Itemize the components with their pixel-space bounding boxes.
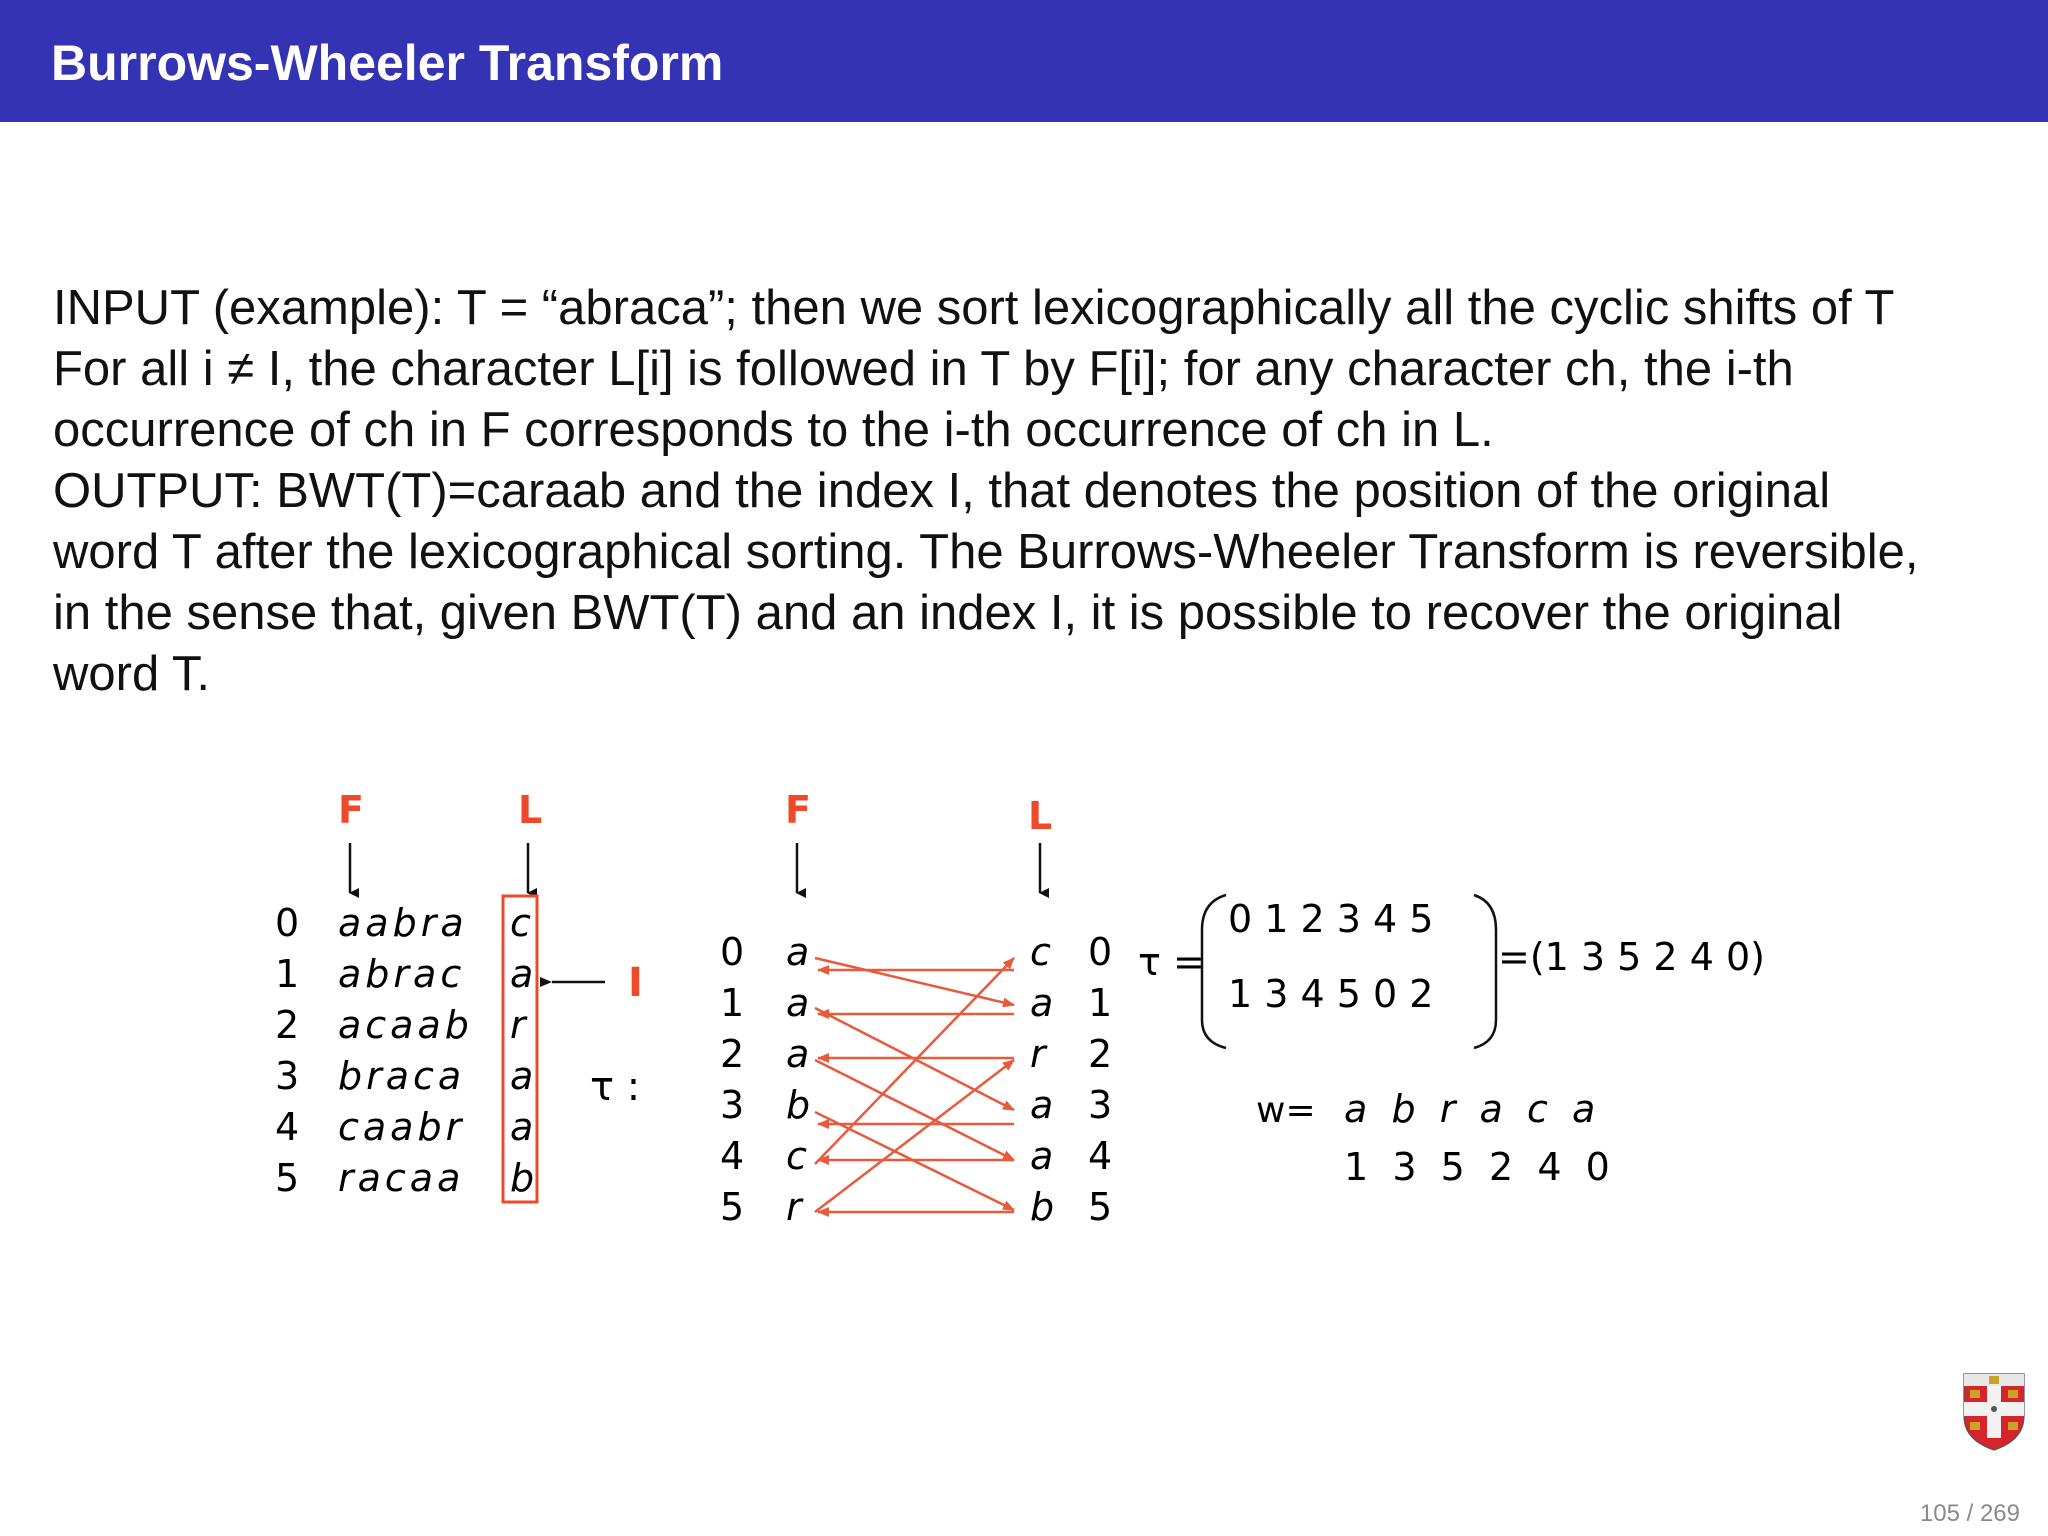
f-char: a: [786, 930, 810, 974]
rotation-row: racaa: [338, 1156, 465, 1200]
rotation-matrix: [275, 788, 643, 1202]
right-index: 5: [1088, 1185, 1113, 1229]
w-chars: a b r a c a: [1344, 1087, 1596, 1131]
right-index: 1: [1088, 981, 1113, 1025]
permutation: [1138, 895, 1765, 1189]
body-line-2: For all i ≠ I, the character L[i] is followed in T by F[i]; for any character ch, the i-th: [53, 342, 1794, 396]
last-column-char: c: [510, 901, 531, 945]
l-mapping-label: L: [1028, 794, 1053, 838]
l-char: a: [1030, 1083, 1054, 1127]
matrix-index: 1: [275, 952, 300, 996]
rotation-row: braca: [338, 1054, 466, 1098]
mapping-arrow: [815, 1060, 1014, 1212]
mapping-arrow: [815, 958, 1014, 1005]
body-line-1: INPUT (example): T = “abraca”; then we sort lexicographically all the cyclic shifts of T: [53, 281, 1895, 335]
last-column-char: a: [510, 952, 534, 996]
w-label: w=: [1256, 1090, 1316, 1131]
last-column-char: r: [510, 1003, 526, 1047]
body-line-7: word T.: [53, 647, 211, 701]
body-line-5: word T after the lexicographical sorting. The Burrows-Wheeler Transform is reversible,: [53, 525, 1919, 579]
last-column-char: a: [510, 1105, 534, 1149]
right-index: 4: [1088, 1134, 1113, 1178]
right-paren: [1474, 895, 1496, 1048]
matrix-index: 3: [275, 1054, 300, 1098]
last-column-char: a: [510, 1054, 534, 1098]
fl-mapping: [720, 788, 1112, 1229]
f-char: r: [786, 1185, 802, 1229]
left-index: 2: [720, 1032, 745, 1076]
rotation-row: abrac: [338, 952, 466, 996]
left-index: 1: [720, 981, 745, 1025]
left-index: 0: [720, 930, 745, 974]
f-mapping-label: F: [785, 788, 811, 832]
last-column-char: b: [510, 1156, 535, 1200]
body-line-4: OUTPUT: BWT(T)=caraab and the index I, that denotes the position of the original: [53, 464, 1831, 518]
f-char: a: [786, 981, 810, 1025]
w-numbers: 1 3 5 2 4 0: [1344, 1145, 1610, 1189]
matrix-index: 0: [275, 901, 300, 945]
rotation-row: aabra: [338, 901, 468, 945]
l-char: b: [1030, 1185, 1055, 1229]
rotation-row: acaab: [338, 1003, 473, 1047]
page-number: 105 / 269: [1919, 1500, 2020, 1527]
tau-equals-label: τ =: [1138, 940, 1205, 984]
body-line-6: in the sense that, given BWT(T) and an index I, it is possible to recover the original: [53, 586, 1843, 640]
l-char: a: [1030, 981, 1054, 1025]
right-index: 0: [1088, 930, 1113, 974]
l-char: a: [1030, 1134, 1054, 1178]
f-column-label: F: [338, 788, 364, 832]
l-char: r: [1030, 1032, 1046, 1076]
mapping-arrow: [815, 958, 1014, 1164]
right-index: 2: [1088, 1032, 1113, 1076]
tau-colon-label: τ :: [590, 1064, 641, 1110]
left-index: 4: [720, 1134, 745, 1178]
left-index: 3: [720, 1083, 745, 1127]
l-char: c: [1030, 930, 1051, 974]
perm-top-row: 0 1 2 3 4 5: [1228, 897, 1434, 941]
left-paren: [1202, 895, 1226, 1048]
matrix-index: 5: [275, 1156, 300, 1200]
matrix-index: 4: [275, 1105, 300, 1149]
mapping-arrow: [815, 1060, 1014, 1160]
index-i-label: I: [628, 960, 643, 1006]
right-index: 3: [1088, 1083, 1113, 1127]
f-char: b: [786, 1083, 811, 1127]
f-char: c: [786, 1134, 807, 1178]
body-line-3: occurrence of ch in F corresponds to the i-th occurrence of ch in L.: [53, 403, 1494, 457]
perm-cycle: =(1 3 5 2 4 0): [1498, 935, 1765, 979]
matrix-index: 2: [275, 1003, 300, 1047]
rotation-row: caabr: [338, 1105, 466, 1149]
l-column-label: L: [518, 788, 543, 832]
left-index: 5: [720, 1185, 745, 1229]
university-crest: [1962, 1372, 2026, 1452]
perm-bottom-row: 1 3 4 5 0 2: [1228, 972, 1434, 1016]
slide-title: Burrows-Wheeler Transform: [51, 35, 724, 91]
f-char: a: [786, 1032, 810, 1076]
